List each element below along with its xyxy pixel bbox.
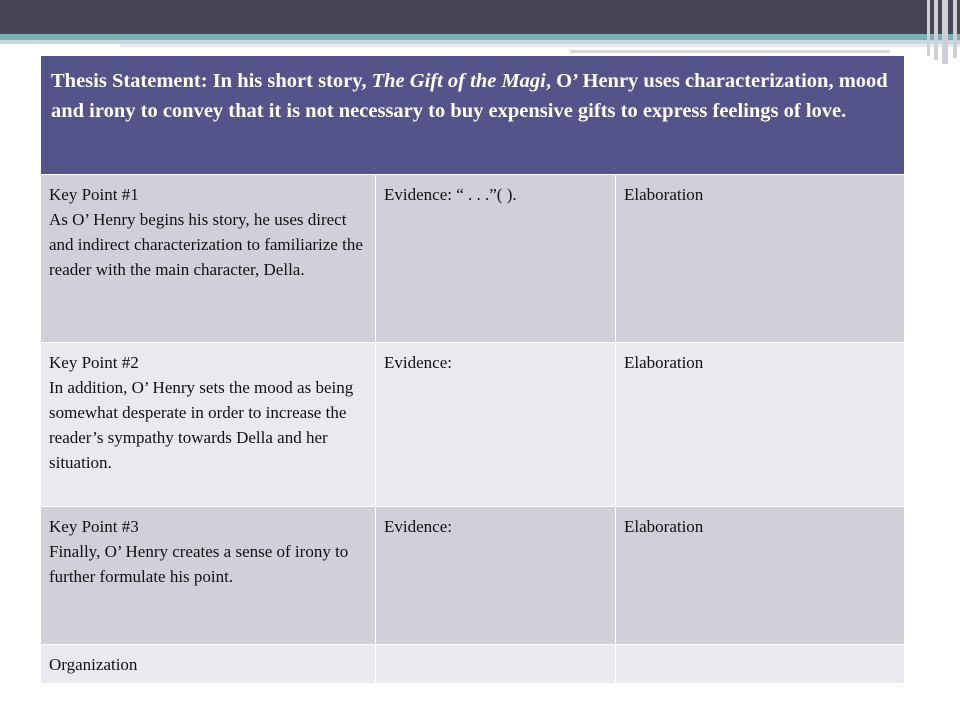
elaboration-label: Elaboration — [624, 185, 704, 204]
essay-organizer-table — [40, 55, 905, 684]
thesis-row — [41, 56, 905, 175]
corner-decoration — [920, 0, 960, 64]
corner-bar — [934, 0, 938, 60]
key-point-title: Key Point #1 — [49, 185, 139, 204]
key-point-text: As O’ Henry begins his story, he uses direct and indirect characterization to familiarize the reader with the main character, Della. — [49, 210, 363, 279]
key-point-title: Key Point #2 — [49, 353, 139, 372]
evidence-cell — [376, 175, 616, 343]
table-row — [41, 343, 905, 507]
key-point-text: Finally, O’ Henry creates a sense of irony to further formulate his point. — [49, 542, 349, 586]
accent-line — [120, 44, 960, 47]
elaboration-label: Elaboration — [624, 353, 704, 372]
key-point-title: Key Point #3 — [49, 517, 139, 536]
thesis-rest: , O’ Henry uses characterization, mood and irony to convey that it is not necessary to buy expensive gifts to express feelings of love. — [51, 70, 888, 122]
evidence-cell — [376, 507, 616, 645]
corner-bar — [942, 0, 948, 64]
corner-bar — [953, 0, 957, 58]
organization-row — [41, 645, 905, 684]
elaboration-cell — [616, 507, 905, 645]
decorative-rule — [570, 50, 890, 53]
corner-bar — [927, 0, 930, 56]
empty-cell — [616, 645, 905, 684]
evidence-label: Evidence: “ . . .”( ). — [384, 185, 517, 204]
thesis-statement — [41, 56, 905, 175]
elaboration-cell — [616, 175, 905, 343]
story-title: The Gift of the Magi — [371, 70, 546, 92]
table-row — [41, 175, 905, 343]
organization-label: Organization — [49, 655, 138, 674]
key-point-cell — [41, 175, 376, 343]
organization-cell — [41, 645, 376, 684]
slide-header-band — [0, 0, 960, 34]
thesis-lead: Thesis Statement: In his short story, — [51, 70, 372, 92]
evidence-cell — [376, 343, 616, 507]
elaboration-label: Elaboration — [624, 517, 704, 536]
elaboration-cell — [616, 343, 905, 507]
key-point-cell — [41, 507, 376, 645]
empty-cell — [376, 645, 616, 684]
key-point-text: In addition, O’ Henry sets the mood as being somewhat desperate in order to increase the reader’s sympathy towards Della and her situation. — [49, 378, 354, 472]
evidence-label: Evidence: — [384, 517, 452, 536]
evidence-label: Evidence: — [384, 353, 452, 372]
table-row — [41, 507, 905, 645]
key-point-cell — [41, 343, 376, 507]
